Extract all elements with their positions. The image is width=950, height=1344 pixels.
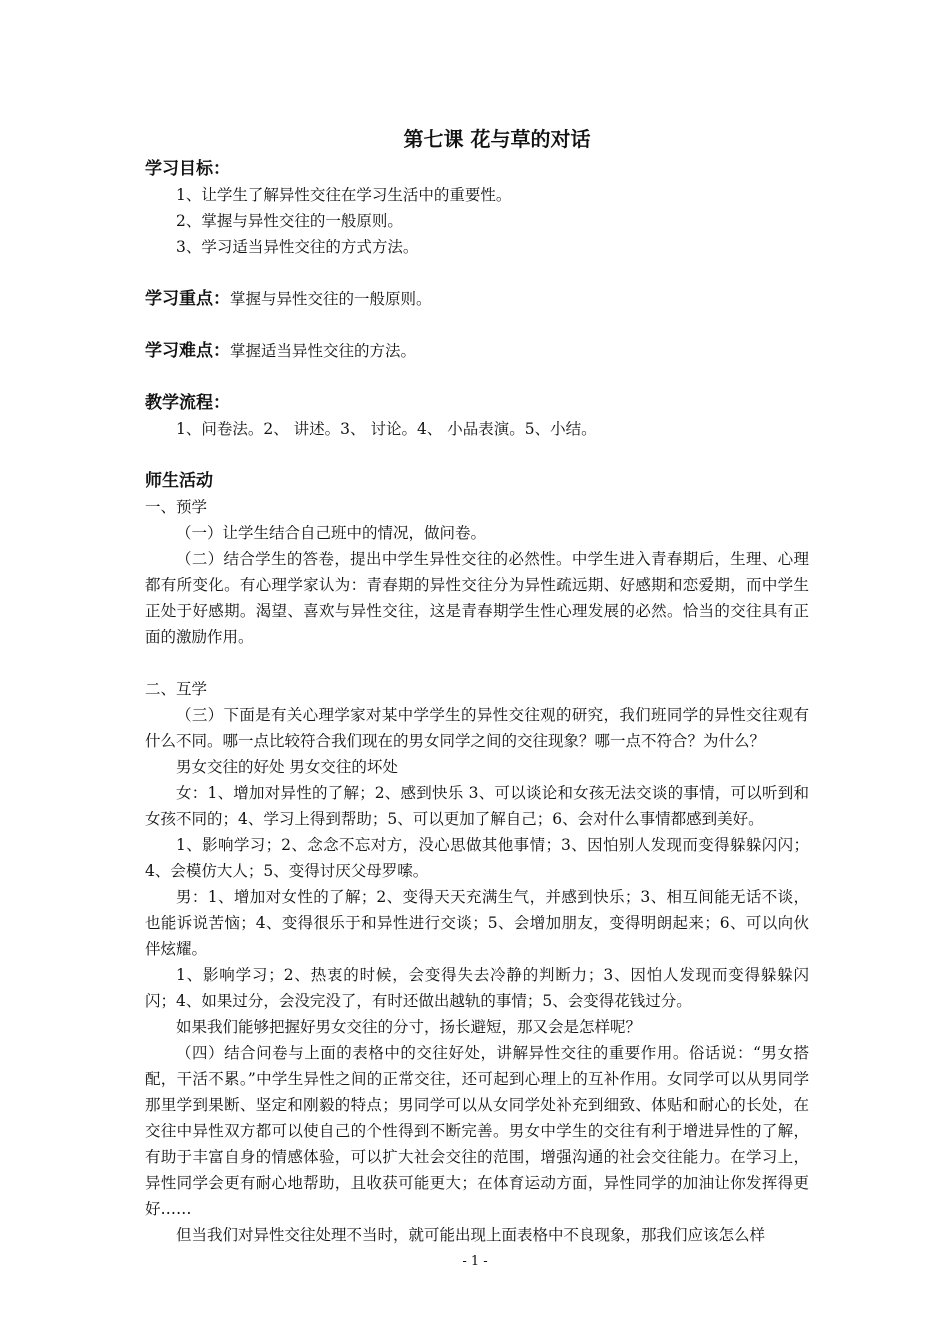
section-preview: 一、预学 [145, 498, 208, 516]
activities-heading: 师生活动 [145, 471, 213, 491]
paragraph: 但当我们对异性交往处理不当时，就可能出现上面表格中不良现象，那我们应该怎么样 [176, 1226, 766, 1244]
document-body [145, 124, 809, 1248]
objective-item: 2、掌握与异性交往的一般原则。 [176, 212, 403, 230]
keypoint-text: 掌握与异性交往的一般原则。 [230, 290, 432, 308]
process-heading: 教学流程： [145, 393, 230, 413]
paragraph: 1、影响学习；2、热衷的时候，会变得失去冷静的判断力；3、因怕人发现而变得躲躲闪闪；4、如果过分，会没完没了，有时还做出越轨的事情；5、会变得花钱过分。 [145, 966, 809, 1010]
paragraph: 女：1、增加对异性的了解；2、感到快乐 3、可以谈论和女孩无法交谈的事情，可以听到和女孩不同的；4、学习上得到帮助；5、可以更加了解自己；6、会对什么事情都感到美好。 [145, 784, 809, 828]
difficulty-label: 学习难点： [145, 341, 230, 361]
paragraph: （一）让学生结合自己班中的情况，做问卷。 [176, 524, 487, 542]
paragraph: 男：1、增加对女性的了解；2、变得天天充满生气，并感到快乐；3、相互间能无话不谈，也能诉说苦恼；4、变得很乐于和异性进行交谈；5、会增加朋友，变得明朗起来；6、可以向伙伴炫耀。 [145, 888, 809, 958]
process-text: 1、问卷法。2、 讲述。3、 讨论。4、 小品表演。5、小结。 [176, 420, 597, 438]
difficulty-line [145, 338, 809, 364]
paragraph: 如果我们能够把握好男女交往的分寸，扬长避短，那又会是怎样呢？ [176, 1018, 642, 1036]
keypoint-label: 学习重点： [145, 289, 230, 309]
page-number: - 1 - [462, 1254, 488, 1269]
paragraph: 1、影响学习；2、念念不忘对方，没心思做其他事情；3、因怕别人发现而变得躲躲闪闪；4、会模仿大人；5、变得讨厌父母罗嗦。 [145, 836, 809, 880]
difficulty-text: 掌握适当异性交往的方法。 [230, 342, 417, 360]
paragraph: （三）下面是有关心理学家对某中学学生的异性交往观的研究，我们班同学的异性交往观有什么不同。哪一点比较符合我们现在的男女同学之间的交往现象？哪一点不符合？为什么？ [145, 706, 809, 750]
objective-item: 1、让学生了解异性交往在学习生活中的重要性。 [176, 186, 512, 204]
paragraph: （二）结合学生的答卷，提出中学生异性交往的必然性。中学生进入青春期后，生理、心理都有所变化。有心理学家认为：青春期的异性交往分为异性疏远期、好感期和恋爱期，而中学生正处于好感期。渴望、喜欢与异性交往，这是青春期学生性心理发展的必然。恰当的交往具有正面的激励作用。 [145, 550, 809, 646]
objective-item: 3、学习适当异性交往的方式方法。 [176, 238, 419, 256]
paragraph: （四）结合问卷与上面的表格中的交往好处，讲解异性交往的重要作用。俗话说：“男女搭配，干活不累。”中学生异性之间的正常交往，还可起到心理上的互补作用。女同学可以从男同学那里学到果断、坚定和刚毅的特点；男同学可以从女同学处补充到细致、体贴和耐心的长处，在交往中异性双方都可以使自己的个性得到不断完善。男女中学生的交往有利于增进异性的了解，有助于丰富自身的情感体验，可以扩大社会交往的范围，增强沟通的社会交往能力。在学习上，异性同学会更有耐心地帮助，且收获可能更大；在体育运动方面，异性同学的加油让你发挥得更好…… [145, 1044, 809, 1218]
section-mutual: 二、互学 [145, 680, 208, 698]
lesson-title: 第七课 花与草的对话 [403, 127, 591, 151]
keypoint-line [145, 286, 809, 312]
objectives-heading: 学习目标： [145, 159, 230, 179]
paragraph: 男女交往的好处 男女交往的坏处 [176, 758, 398, 776]
